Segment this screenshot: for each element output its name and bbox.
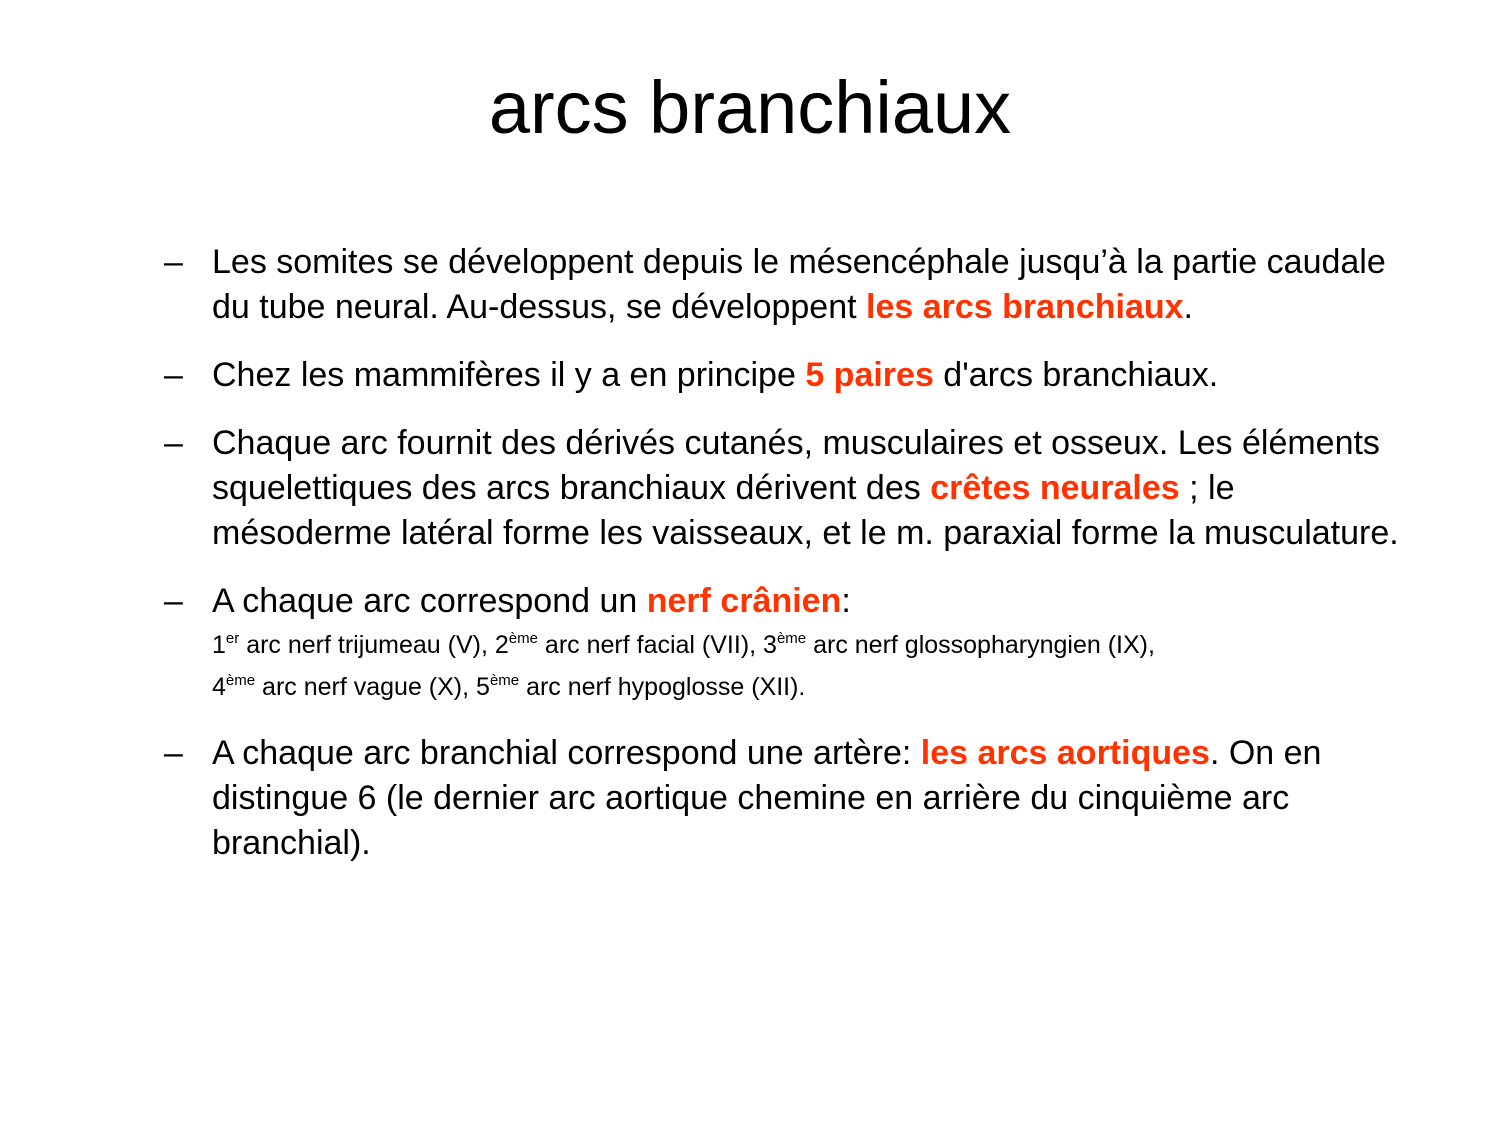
nerve-detail-line-2 <box>212 666 1404 708</box>
ordinal-number: 4 <box>212 673 226 701</box>
bullet-item-paires <box>164 353 1404 398</box>
nerve-detail-line-1 <box>212 624 1404 666</box>
ordinal-number: 2 <box>494 631 509 659</box>
bullet-text: Chaque arc fournit des dérivés cutanés, musculaires et osseux. Les éléments squelettiques des arcs branchiaux dérivent des <box>212 424 1380 507</box>
ordinal-suffix: ème <box>776 630 807 647</box>
bullet-text: d'arcs branchiaux. <box>933 356 1219 394</box>
dash-bullet-icon: – <box>164 582 183 620</box>
highlight-text: nerf crânien <box>646 582 842 620</box>
highlight-text: les arcs branchiaux <box>866 288 1184 326</box>
dash-bullet-icon: – <box>164 424 183 462</box>
detail-text: arc nerf vague (X), <box>255 673 477 701</box>
dash-bullet-icon: – <box>164 734 183 772</box>
slide-title: arcs branchiaux <box>488 66 1012 149</box>
ordinal-suffix: ème <box>225 672 256 689</box>
bullet-text: . <box>1183 288 1193 326</box>
bullet-text: Chez les mammifères il y a en principe <box>212 356 806 394</box>
ordinal-number: 3 <box>763 631 777 659</box>
ordinal-number: 5 <box>476 673 490 701</box>
bullet-item-somites <box>164 240 1404 330</box>
detail-text: arc nerf hypoglosse (XII). <box>519 673 806 701</box>
bullet-item-arteres <box>164 731 1404 866</box>
ordinal-suffix: ème <box>489 672 520 689</box>
detail-text: arc nerf facial (VII), <box>537 631 764 659</box>
bullet-item-derives <box>164 421 1404 556</box>
highlight-text: crêtes neurales <box>930 469 1180 507</box>
highlight-text: 5 paires <box>805 356 934 394</box>
bullet-text: Les somites se développent depuis le mésencéphale jusqu’à la partie caudale du tube neural. Au-dessus, se développent <box>212 243 1386 326</box>
bullet-text: ; le mésoderme latéral forme les vaisseaux, et le m. paraxial forme la musculature. <box>212 469 1399 552</box>
dash-bullet-icon: – <box>164 356 183 394</box>
bullet-item-nerf <box>164 579 1404 708</box>
detail-text: arc nerf trijumeau (V), <box>239 631 495 659</box>
bullet-text: A chaque arc branchial correspond une artère: <box>212 734 921 772</box>
detail-text: arc nerf glossopharyngien (IX), <box>806 631 1155 659</box>
bullet-text: : <box>841 582 851 620</box>
bullet-list <box>164 240 1404 889</box>
highlight-text: les arcs aortiques <box>920 734 1210 772</box>
ordinal-suffix: ème <box>508 630 538 647</box>
ordinal-number: 1 <box>212 631 226 659</box>
dash-bullet-icon: – <box>164 243 183 281</box>
bullet-text: A chaque arc correspond un <box>212 582 647 620</box>
bullet-text: . On en distingue 6 (le dernier arc aortique chemine en arrière du cinquième arc branchial). <box>212 734 1322 862</box>
ordinal-suffix: er <box>225 630 240 647</box>
